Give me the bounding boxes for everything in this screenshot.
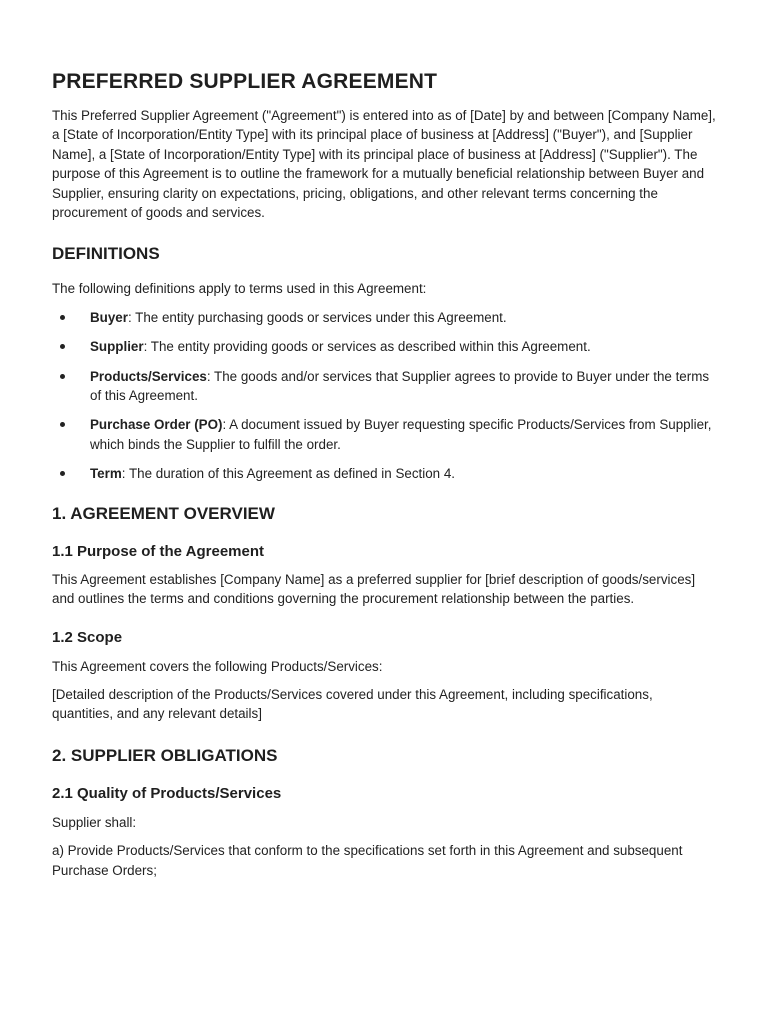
section-1-2-details: [Detailed description of the Products/Services covered under this Agreement, including specifications, quantities, and any relevant details] [52,686,653,722]
definitions-list [52,308,717,484]
definition-term: Supplier [90,339,144,355]
document-page [52,70,717,880]
definition-item [52,337,717,356]
definition-term: Purchase Order (PO) [90,417,223,433]
section-2-heading: 2. SUPPLIER OBLIGATIONS [52,745,278,765]
definition-text: : The entity purchasing goods or services under this Agreement. [127,309,507,325]
definition-text: : The duration of this Agreement as defined in Section 4. [121,466,455,482]
section-2-1-item-a: a) Provide Products/Services that conform to the specifications set forth in this Agreement and subsequent Purchase Orders; [52,843,683,878]
document-title: PREFERRED SUPPLIER AGREEMENT [52,70,438,93]
definitions-heading: DEFINITIONS [52,244,160,264]
section-2-1-heading: 2.1 Quality of Products/Services [52,784,282,802]
intro-paragraph: This Preferred Supplier Agreement ("Agreement") is entered into as of [Date] by and between [Company Name], a [State of Incorporation/Entity Type] with its principal place of business at [Address] ("Buyer"), and [Supplier Name], a [State of Incorporation/Entity Type] with its principal place of business at [Address] ("Supplier"). The purpose of this Agreement is to outline the framework for a mutually beneficial relationship between Buyer and Supplier, ensuring clarity on expectations, pricing, obligations, and other relevant terms concerning the procurement of goods and services. [52,108,716,221]
bullet-icon [60,315,65,320]
bullet-icon [60,344,65,349]
definition-term: Buyer [90,309,128,325]
definition-term: Products/Services [90,368,207,384]
section-1-1-text: This Agreement establishes [Company Name] as a preferred supplier for [brief description of goods/services] and outlines the terms and conditions governing the procurement relationship between the parties. [52,571,696,607]
definition-item [52,367,717,406]
section-1-heading: 1. AGREEMENT OVERVIEW [52,503,275,523]
bullet-icon [60,374,65,379]
bullet-icon [60,422,65,427]
definition-item [52,308,717,327]
bullet-icon [60,471,65,476]
definition-text: : A document issued by Buyer requesting specific Products/Services from Supplier, which binds the Supplier to fulfill the order. [90,417,712,452]
section-1-2-heading: 1.2 Scope [52,628,123,646]
section-2-1-lead: Supplier shall: [52,814,137,830]
definitions-lead: The following definitions apply to terms used in this Agreement: [52,281,427,297]
section-1-2-text: This Agreement covers the following Products/Services: [52,658,383,674]
definition-term: Term [90,466,122,482]
section-1-1-heading: 1.1 Purpose of the Agreement [52,542,264,560]
definition-text: : The entity providing goods or services as described within this Agreement. [143,339,591,355]
definition-item [52,464,717,483]
definition-text: : The goods and/or services that Supplier agrees to provide to Buyer under the terms of this Agreement. [90,368,710,404]
definition-item [52,415,717,454]
